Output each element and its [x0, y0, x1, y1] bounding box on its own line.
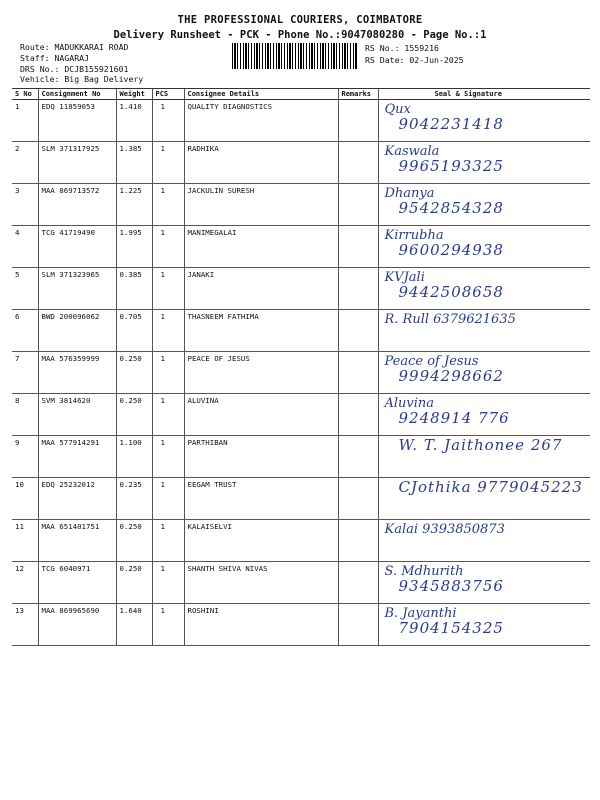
row-pcs: 1	[152, 226, 184, 268]
row-signature	[378, 100, 590, 142]
row-remarks	[338, 184, 378, 226]
route-label: Route: MADUKKARAI ROAD	[20, 42, 129, 52]
row-remarks	[338, 268, 378, 310]
signature-name: S. Mdhurith	[384, 564, 464, 579]
row-pcs: 1	[152, 604, 184, 646]
row-pcs: 1	[152, 268, 184, 310]
signature-phone: W. T. Jaithonee 267	[398, 436, 563, 454]
row-sno: 3	[12, 184, 38, 226]
handwritten-signature	[385, 270, 504, 300]
row-weight: 1.225	[116, 184, 152, 226]
row-signature	[378, 310, 590, 352]
signature-name: R. Rull 6379621635	[384, 312, 516, 327]
row-remarks	[338, 352, 378, 394]
row-pcs: 1	[152, 478, 184, 520]
table-row	[12, 142, 590, 184]
handwritten-signature	[385, 564, 504, 594]
table-row	[12, 394, 590, 436]
row-signature	[378, 394, 590, 436]
row-sno: 12	[12, 562, 38, 604]
signature-name: Dhanya	[384, 186, 435, 201]
handwritten-signature	[385, 438, 563, 453]
row-weight: 0.705	[116, 310, 152, 352]
row-remarks	[338, 436, 378, 478]
col-header-consignment: Consignment No	[38, 89, 116, 100]
row-remarks	[338, 520, 378, 562]
document-title: THE PROFESSIONAL COURIERS, COIMBATORE	[177, 14, 423, 26]
row-sno: 8	[12, 394, 38, 436]
table-header-row	[12, 89, 590, 100]
row-signature	[378, 226, 590, 268]
signature-phone: 9442508658	[398, 283, 504, 301]
row-pcs: 1	[152, 562, 184, 604]
table-row	[12, 520, 590, 562]
handwritten-signature	[385, 606, 504, 636]
row-consignee: PARTHIBAN	[184, 436, 338, 478]
row-signature	[378, 268, 590, 310]
row-sno: 1	[12, 100, 38, 142]
rs-number: RS No.: 1559216	[365, 43, 439, 53]
barcode-image	[232, 43, 358, 69]
row-weight: 0.250	[116, 520, 152, 562]
table-row	[12, 436, 590, 478]
handwritten-signature	[385, 186, 504, 216]
signature-phone: 9542854328	[398, 199, 504, 217]
row-weight: 1.995	[116, 226, 152, 268]
row-pcs: 1	[152, 352, 184, 394]
col-header-sno: S No	[12, 89, 38, 100]
row-weight: 1.640	[116, 604, 152, 646]
col-header-consignee: Consignee Details	[184, 89, 338, 100]
row-consignee: SHANTH SHIVA NIVAS	[184, 562, 338, 604]
signature-name: KVJali	[384, 270, 425, 285]
staff-label: Staff: NAGARAJ	[20, 53, 90, 63]
handwritten-signature	[385, 102, 504, 132]
row-sno: 2	[12, 142, 38, 184]
row-pcs: 1	[152, 520, 184, 562]
handwritten-signature	[385, 228, 504, 258]
row-consignee: JACKULIN SURESH	[184, 184, 338, 226]
row-sno: 13	[12, 604, 38, 646]
signature-name: B. Jayanthi	[384, 606, 457, 621]
row-consignment-no: MAA 651401751	[38, 520, 116, 562]
row-consignee: THASNEEM FATHIMA	[184, 310, 338, 352]
handwritten-signature	[385, 312, 516, 327]
signature-name: Kaswala	[384, 144, 440, 159]
row-signature	[378, 142, 590, 184]
vehicle-label: Vehicle: Big Bag Delivery	[20, 74, 144, 84]
row-consignment-no: MAA 869965690	[38, 604, 116, 646]
rs-date: RS Date: 02-Jun-2025	[365, 55, 464, 65]
signature-name: Peace of Jesus	[384, 354, 479, 369]
signature-name: Kirrubha	[384, 228, 444, 243]
row-sno: 7	[12, 352, 38, 394]
handwritten-signature	[385, 522, 505, 537]
table-row	[12, 184, 590, 226]
row-pcs: 1	[152, 100, 184, 142]
signature-phone: 9994298662	[398, 367, 504, 385]
row-remarks	[338, 226, 378, 268]
table-row	[12, 478, 590, 520]
handwritten-signature	[385, 354, 504, 384]
row-signature	[378, 352, 590, 394]
table-row	[12, 604, 590, 646]
handwritten-signature	[385, 480, 583, 495]
row-consignment-no: BWD 200096062	[38, 310, 116, 352]
signature-phone: 9345883756	[398, 577, 504, 595]
row-signature	[378, 184, 590, 226]
signature-phone: CJothika 9779045223	[398, 478, 583, 496]
row-consignee: KALAISELVI	[184, 520, 338, 562]
row-consignment-no: MAA 869713572	[38, 184, 116, 226]
row-weight: 1.385	[116, 142, 152, 184]
signature-phone: 7904154325	[398, 619, 504, 637]
row-signature	[378, 604, 590, 646]
row-consignment-no: MAA 576359999	[38, 352, 116, 394]
row-signature	[378, 478, 590, 520]
row-consignee: ALUVINA	[184, 394, 338, 436]
row-consignee: RADHIKA	[184, 142, 338, 184]
table-row	[12, 100, 590, 142]
row-consignment-no: MAA 577914291	[38, 436, 116, 478]
row-weight: 0.250	[116, 394, 152, 436]
row-consignment-no: TCG 6040971	[38, 562, 116, 604]
runsheet-table	[12, 88, 590, 646]
row-consignee: EEGAM TRUST	[184, 478, 338, 520]
table-row	[12, 268, 590, 310]
col-header-weight: Weight	[116, 89, 152, 100]
row-consignee: QUALITY DIAGNOSTICS	[184, 100, 338, 142]
row-remarks	[338, 604, 378, 646]
row-consignment-no: SLM 371317925	[38, 142, 116, 184]
col-header-remarks: Remarks	[338, 89, 378, 100]
handwritten-signature	[385, 144, 504, 174]
row-weight: 1.100	[116, 436, 152, 478]
row-consignment-no: TCG 41719490	[38, 226, 116, 268]
signature-name: Aluvina	[384, 396, 435, 411]
row-sno: 10	[12, 478, 38, 520]
row-pcs: 1	[152, 436, 184, 478]
row-consignment-no: EDQ 11859053	[38, 100, 116, 142]
table-row	[12, 352, 590, 394]
row-consignment-no: EDQ 25232012	[38, 478, 116, 520]
row-remarks	[338, 478, 378, 520]
row-weight: 0.250	[116, 352, 152, 394]
row-sno: 4	[12, 226, 38, 268]
row-consignee: JANAKI	[184, 268, 338, 310]
row-pcs: 1	[152, 394, 184, 436]
table-row	[12, 226, 590, 268]
row-weight: 0.250	[116, 562, 152, 604]
row-consignment-no: SLM 371323965	[38, 268, 116, 310]
row-sno: 5	[12, 268, 38, 310]
row-sno: 6	[12, 310, 38, 352]
signature-phone: 9042231418	[398, 115, 504, 133]
table-row	[12, 562, 590, 604]
row-consignee: MANIMEGALAI	[184, 226, 338, 268]
row-consignment-no: SVM 3814620	[38, 394, 116, 436]
row-remarks	[338, 310, 378, 352]
row-signature	[378, 436, 590, 478]
row-consignee: PEACE OF JESUS	[184, 352, 338, 394]
signature-phone: 9248914 776	[398, 409, 510, 427]
signature-name: Qux	[384, 102, 411, 117]
drs-number: DRS No.: DCJB155921601	[20, 64, 129, 74]
row-remarks	[338, 562, 378, 604]
row-remarks	[338, 100, 378, 142]
table-row	[12, 310, 590, 352]
row-signature	[378, 520, 590, 562]
row-sno: 9	[12, 436, 38, 478]
row-weight: 1.410	[116, 100, 152, 142]
row-remarks	[338, 394, 378, 436]
row-signature	[378, 562, 590, 604]
signature-phone: 9965193325	[398, 157, 504, 175]
row-sno: 11	[12, 520, 38, 562]
row-remarks	[338, 142, 378, 184]
document-subtitle: Delivery Runsheet - PCK - Phone No.:9047080280 - Page No.:1	[113, 29, 487, 41]
signature-phone: 9600294938	[398, 241, 504, 259]
signature-name: Kalai 9393850873	[384, 522, 505, 537]
row-pcs: 1	[152, 142, 184, 184]
handwritten-signature	[385, 396, 510, 426]
row-weight: 0.235	[116, 478, 152, 520]
row-weight: 0.385	[116, 268, 152, 310]
row-pcs: 1	[152, 310, 184, 352]
row-consignee: ROSHINI	[184, 604, 338, 646]
row-pcs: 1	[152, 184, 184, 226]
col-header-pcs: PCS	[152, 89, 184, 100]
col-header-signature: Seal & Signature	[378, 89, 590, 100]
